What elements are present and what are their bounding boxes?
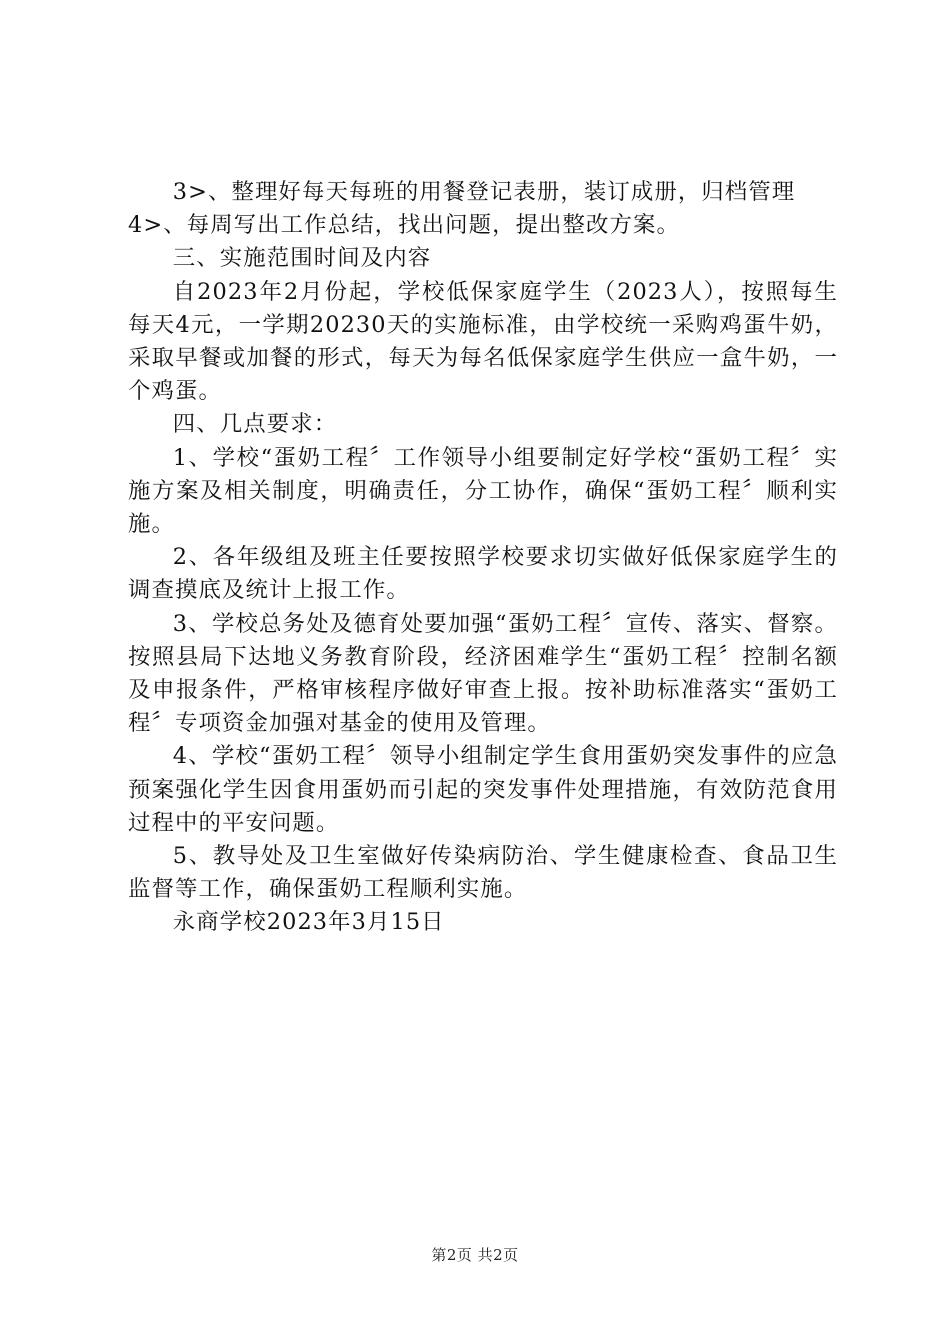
- requirement-1: 1、学校“蛋奶工程〞工作领导小组要制定好学校“蛋奶工程〞实施方案及相关制度，明确责任，分工协作，确保“蛋奶工程〞顺利实施。: [128, 444, 838, 538]
- paragraph-item-4-summary: 4>、每周写出工作总结，找出问题，提出整改方案。: [128, 212, 680, 239]
- document-body: [128, 176, 838, 940]
- section-heading-scope: 三、实施范围时间及内容: [172, 245, 432, 272]
- requirement-2: 2、各年级组及班主任要按照学校要求切实做好低保家庭学生的调查摸底及统计上报工作。: [128, 544, 838, 604]
- requirement-3: 3、学校总务处及德育处要加强“蛋奶工程〞宣传、落实、督察。按照县局下达地义务教育阶段，经济困难学生“蛋奶工程〞控制名额及申报条件，严格审核程序做好审查上报。按补助标准落实“蛋奶工程〞专项资金加强对基金的使用及管理。: [128, 610, 838, 737]
- section-heading-requirements: 四、几点要求：: [172, 411, 338, 438]
- requirement-5: 5、教导处及卫生室做好传染病防治、学生健康检查、食品卫生监督等工作，确保蛋奶工程顺利实施。: [128, 843, 838, 903]
- signature-date: 永商学校2023年3月15日: [172, 909, 445, 936]
- paragraph-item-3-archive: 3>、整理好每天每班的用餐登记表册，装订成册，归档管理: [172, 179, 796, 205]
- requirement-4: 4、学校“蛋奶工程〞领导小组制定学生食用蛋奶突发事件的应急预案强化学生因食用蛋奶而引起的突发事件处理措施，有效防范食用过程中的平安问题。: [128, 743, 838, 836]
- paragraph-scope-details: 自2023年2月份起，学校低保家庭学生（2023人），按照每生每天4元，一学期20230天的实施标准，由学校统一采购鸡蛋牛奶，采取早餐或加餐的形式，每天为每名低保家庭学生供应一盒牛奶，一个鸡蛋。: [128, 278, 838, 405]
- page-number-footer: 第2页 共2页: [431, 1246, 519, 1264]
